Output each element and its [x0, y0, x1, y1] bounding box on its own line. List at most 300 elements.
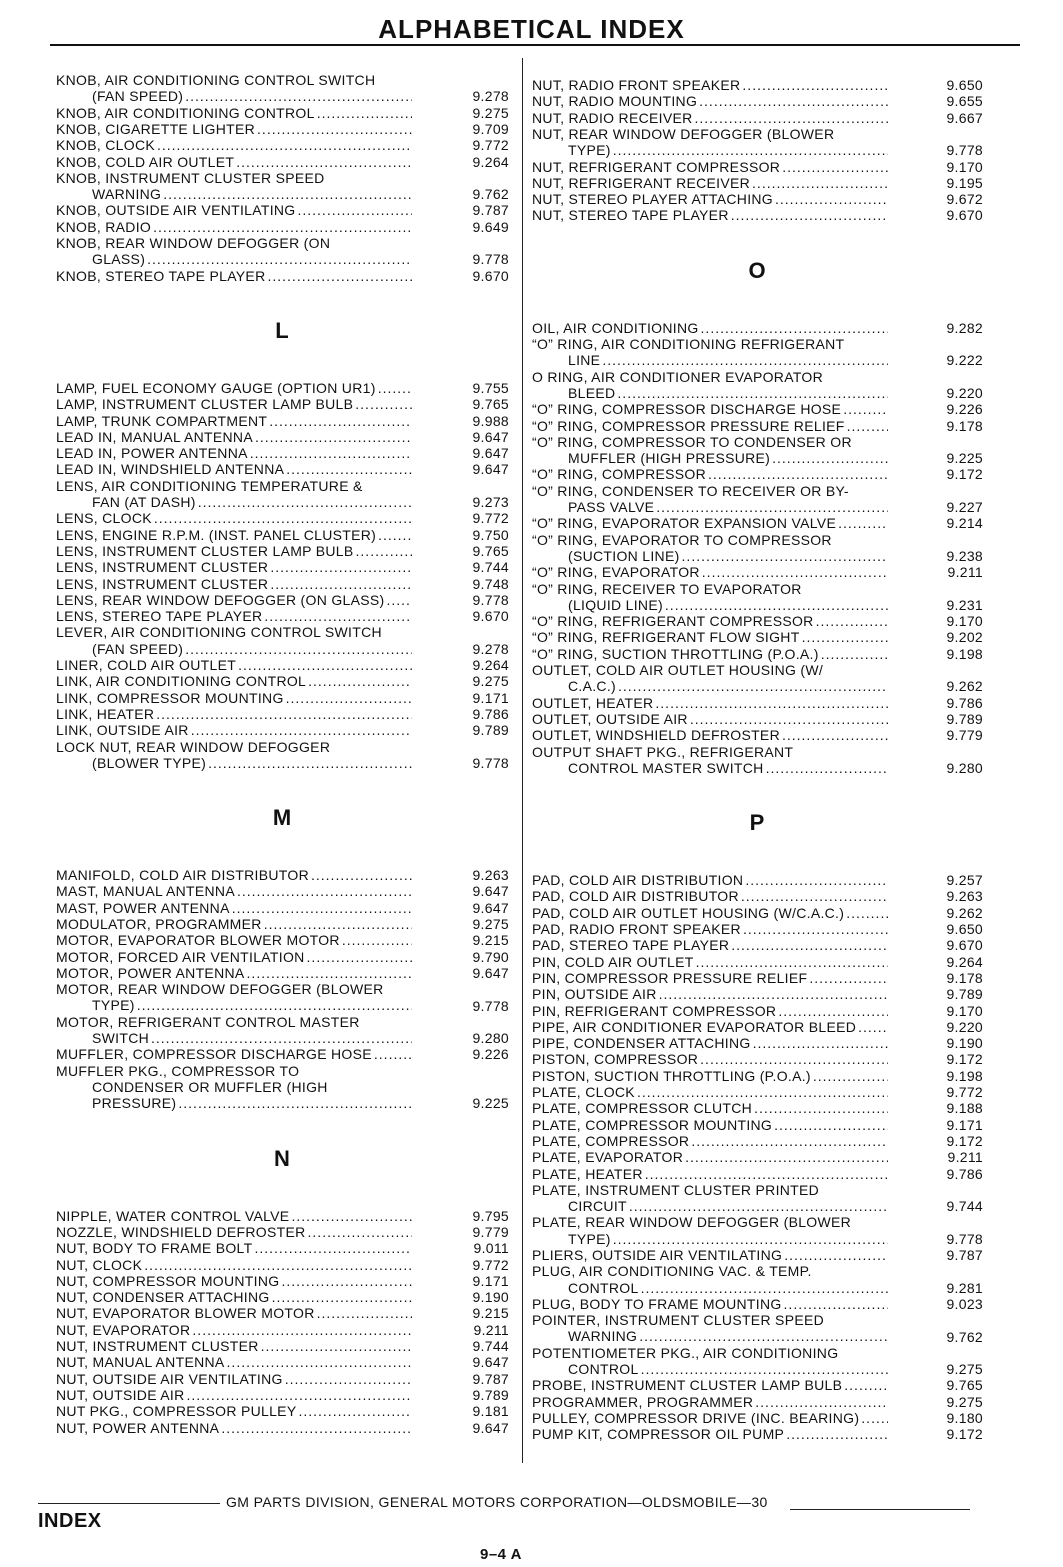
dot-leader — [178, 1095, 412, 1111]
entry-page-number: 9.778 — [946, 142, 983, 159]
index-entry — [56, 608, 412, 624]
entry-page-number: 9.195 — [946, 174, 983, 191]
entry-page-number: 9.275 — [472, 916, 509, 932]
entry-text: OUTPUT SHAFT PKG., REFRIGERANT — [532, 743, 794, 760]
entry-page-number: 9.280 — [946, 759, 983, 776]
entry-text: KNOB, STEREO TAPE PLAYER — [56, 267, 266, 284]
entry-page-number: 9.744 — [946, 1198, 983, 1215]
dot-leader — [261, 1338, 412, 1354]
index-entry — [532, 126, 888, 159]
entry-text: MOTOR, REAR WINDOW DEFOGGER (BLOWER — [56, 981, 384, 998]
entry-text: O RING, AIR CONDITIONER EVAPORATOR — [532, 368, 824, 385]
dot-leader — [655, 695, 888, 711]
entry-page-number: 9.795 — [472, 1207, 509, 1224]
entry-page-number: 9.262 — [946, 904, 983, 921]
entry-page-number: 9.172 — [946, 1426, 983, 1443]
index-entry — [56, 1305, 412, 1321]
dot-leader — [227, 1354, 412, 1370]
index-entry — [532, 613, 888, 629]
dot-leader — [297, 202, 412, 218]
entry-text: FAN (AT DASH) — [92, 493, 196, 510]
dot-leader — [270, 559, 412, 575]
entry-page-number: 9.170 — [946, 158, 983, 175]
dot-leader — [285, 1371, 412, 1387]
entry-text: MOTOR, POWER ANTENNA — [56, 964, 245, 981]
index-entry — [532, 1214, 888, 1247]
dot-leader — [264, 916, 412, 932]
dot-leader — [307, 949, 412, 965]
entry-text: “O” RING, COMPRESSOR — [532, 466, 707, 483]
entry-page-number: 9.181 — [472, 1403, 509, 1420]
index-entry — [532, 483, 888, 516]
dot-leader — [645, 1166, 888, 1182]
entry-text: LENS, INSTRUMENT CLUSTER — [56, 559, 269, 576]
dot-leader — [298, 1403, 412, 1419]
dot-leader — [701, 320, 888, 336]
index-entry — [532, 937, 888, 953]
entry-page-number: 9.238 — [946, 547, 983, 564]
dot-leader — [250, 445, 412, 461]
footer-rule-left — [38, 1503, 220, 1504]
index-entry — [532, 1051, 888, 1067]
entry-text: TYPE) — [568, 142, 611, 159]
index-entry — [56, 527, 412, 543]
dot-leader — [778, 1003, 888, 1019]
entry-page-number: 9.198 — [946, 1067, 983, 1084]
index-entry — [532, 1247, 888, 1263]
entry-text: LOCK NUT, REAR WINDOW DEFOGGER — [56, 738, 331, 755]
dot-leader — [236, 154, 412, 170]
entry-page-number: 9.280 — [472, 1030, 509, 1047]
entry-page-number: 9.227 — [946, 499, 983, 515]
entry-text: KNOB, CLOCK — [56, 137, 155, 154]
entry-page-number: 9.171 — [946, 1116, 983, 1133]
entry-text: MUFFLER, COMPRESSOR DISCHARGE HOSE — [56, 1046, 372, 1063]
entry-text: NUT, STEREO TAPE PLAYER — [532, 207, 729, 224]
entry-text: PLATE, COMPRESSOR MOUNTING — [532, 1116, 773, 1133]
dot-leader — [695, 110, 889, 126]
index-entry — [532, 662, 888, 695]
dot-leader — [232, 900, 412, 916]
entry-page-number: 9.750 — [472, 526, 509, 543]
entry-page-number: 9.772 — [472, 137, 509, 154]
entry-page-number: 9.202 — [946, 629, 983, 646]
dot-leader — [846, 905, 888, 921]
index-entry — [56, 690, 412, 706]
index-entry — [532, 872, 888, 888]
dot-leader — [286, 461, 412, 477]
entry-page-number: 9.647 — [472, 1419, 509, 1436]
entry-page-number: 9.778 — [472, 754, 509, 771]
entry-text: (FAN SPEED) — [92, 640, 184, 657]
entry-page-number: 9.273 — [472, 494, 509, 510]
entry-text: LENS, ENGINE R.P.M. (INST. PANEL CLUSTER) — [56, 526, 377, 543]
entry-text: NUT, OUTSIDE AIR VENTILATING — [56, 1370, 283, 1387]
entry-text: NUT, RADIO RECEIVER — [532, 109, 693, 126]
entry-text: LEAD IN, MANUAL ANTENNA — [56, 428, 253, 445]
dot-leader — [802, 629, 888, 645]
section-letter-o: O — [748, 257, 766, 283]
entry-text: WARNING — [568, 1328, 638, 1345]
dot-leader — [602, 352, 888, 368]
index-entry — [532, 369, 888, 402]
entry-text: KNOB, INSTRUMENT CLUSTER SPEED — [56, 169, 325, 186]
index-entry — [532, 905, 888, 921]
dot-leader — [267, 268, 412, 284]
entry-page-number: 9.786 — [946, 694, 983, 711]
entry-text: NUT, REFRIGERANT RECEIVER — [532, 174, 751, 191]
entry-page-number: 9.264 — [472, 657, 509, 673]
entry-page-number: 9.647 — [472, 899, 509, 916]
entry-text: LEVER, AIR CONDITIONING CONTROL SWITCH — [56, 624, 382, 641]
entry-page-number: 9.655 — [946, 93, 983, 110]
entry-page-number: 9.225 — [472, 1095, 509, 1112]
dot-leader — [699, 93, 888, 109]
dot-leader — [186, 1387, 412, 1403]
entry-text: NUT, MANUAL ANTENNA — [56, 1354, 225, 1371]
dot-leader — [766, 760, 888, 776]
index-entry — [56, 72, 412, 105]
entry-page-number: 9.672 — [946, 191, 983, 208]
dot-leader — [153, 219, 412, 235]
entry-text: NUT, REFRIGERANT COMPRESSOR — [532, 158, 781, 175]
entry-page-number: 9.011 — [473, 1240, 509, 1257]
entry-text: LENS, REAR WINDOW DEFOGGER (ON GLASS) — [56, 591, 385, 608]
entry-page-number: 9.670 — [946, 207, 983, 224]
index-entry — [532, 1084, 888, 1100]
entry-text: BLEED — [568, 384, 616, 401]
entry-text: WARNING — [92, 186, 162, 203]
index-entry — [56, 965, 412, 981]
index-entry — [56, 673, 412, 689]
entry-text: PLATE, REAR WINDOW DEFOGGER (BLOWER — [532, 1214, 852, 1231]
entry-text: TYPE) — [92, 997, 135, 1014]
entry-page-number: 9.765 — [472, 396, 509, 413]
entry-page-number: 9.744 — [472, 559, 509, 576]
entry-text: PUMP KIT, COMPRESSOR OIL PUMP — [532, 1426, 785, 1443]
entry-text: LENS, AIR CONDITIONING TEMPERATURE & — [56, 477, 363, 494]
dot-leader — [618, 678, 888, 694]
index-entry — [532, 695, 888, 711]
index-entry — [56, 510, 412, 526]
dot-leader — [185, 641, 412, 657]
entry-text: MOTOR, FORCED AIR VENTILATION — [56, 948, 305, 965]
entry-page-number: 9.172 — [946, 466, 983, 483]
entry-text: PLUG, BODY TO FRAME MOUNTING — [532, 1295, 782, 1312]
entry-text: MAST, MANUAL ANTENNA — [56, 883, 235, 900]
entry-page-number: 9.264 — [946, 953, 983, 970]
index-entry — [56, 170, 412, 203]
entry-text: PULLEY, COMPRESSOR DRIVE (INC. BEARING) — [532, 1410, 860, 1426]
footer-company: GM PARTS DIVISION, GENERAL MOTORS CORPORATION—OLDSMOBILE—30 — [226, 1494, 768, 1510]
index-entry — [532, 970, 888, 986]
dot-leader — [786, 1426, 888, 1442]
entry-text: “O” RING, SUCTION THROTTLING (P.O.A.) — [532, 645, 819, 662]
entry-page-number: 9.211 — [473, 1321, 509, 1338]
dot-leader — [816, 613, 888, 629]
entry-page-number: 9.172 — [946, 1132, 983, 1149]
index-entry — [56, 154, 412, 170]
entry-page-number: 9.787 — [946, 1247, 983, 1263]
index-entry — [56, 429, 412, 445]
entry-page-number: 9.762 — [946, 1328, 983, 1345]
entry-text: LENS, INSTRUMENT CLUSTER LAMP BULB — [56, 542, 354, 559]
entry-page-number: 9.789 — [946, 710, 983, 727]
entry-text: MUFFLER (HIGH PRESSURE) — [568, 450, 771, 467]
entry-text: CONTROL — [568, 1279, 639, 1296]
dot-leader — [255, 429, 412, 445]
dot-leader — [774, 1117, 888, 1133]
entry-text: MOTOR, EVAPORATOR BLOWER MOTOR — [56, 932, 340, 949]
entry-text: PIPE, AIR CONDITIONER EVAPORATOR BLEED — [532, 1018, 857, 1035]
dot-leader — [308, 673, 412, 689]
index-entry — [532, 1149, 888, 1165]
footer-rule-right — [790, 1509, 970, 1510]
entry-text: “O” RING, AIR CONDITIONING REFRIGERANT — [532, 336, 845, 352]
dot-leader — [378, 527, 412, 543]
entry-text: NUT, STEREO PLAYER ATTACHING — [532, 191, 773, 208]
entry-text: NUT, INSTRUMENT CLUSTER — [56, 1338, 259, 1354]
index-entry — [532, 646, 888, 662]
section-letter-p: P — [749, 810, 765, 836]
dot-leader — [386, 592, 412, 608]
dot-leader — [639, 1328, 888, 1344]
index-entry — [56, 1289, 412, 1305]
section-letter-m: M — [272, 805, 292, 831]
entry-page-number: 9.778 — [472, 997, 509, 1014]
index-entry — [56, 900, 412, 916]
index-entry — [532, 110, 888, 126]
entry-page-number: 9.787 — [472, 202, 509, 219]
entry-text: PISTON, COMPRESSOR — [532, 1051, 699, 1068]
entry-page-number: 9.215 — [472, 1305, 509, 1322]
index-entry — [56, 722, 412, 738]
dot-leader — [659, 986, 888, 1002]
entry-text: CONDENSER OR MUFFLER (HIGH — [92, 1078, 328, 1095]
entry-page-number: 9.231 — [946, 596, 983, 613]
entry-page-number: 9.647 — [472, 964, 509, 981]
index-entry — [56, 380, 412, 396]
entry-text: KNOB, AIR CONDITIONING CONTROL — [56, 104, 315, 121]
dot-leader — [858, 1019, 888, 1035]
dot-leader — [731, 207, 888, 223]
entry-page-number: 9.170 — [946, 1002, 983, 1019]
dot-leader — [311, 867, 412, 883]
index-entry — [56, 1371, 412, 1387]
entry-text: LINK, OUTSIDE AIR — [56, 722, 189, 739]
index-entry — [532, 581, 888, 614]
entry-page-number: 9.178 — [946, 417, 983, 434]
entry-text: “O” RING, EVAPORATOR — [532, 564, 700, 581]
entry-page-number: 9.748 — [472, 575, 509, 592]
dot-leader — [355, 396, 412, 412]
entry-page-number: 9.275 — [472, 104, 509, 121]
entry-text: “O” RING, CONDENSER TO RECEIVER OR BY- — [532, 482, 849, 499]
index-entry — [532, 418, 888, 434]
entry-text: PAD, COLD AIR DISTRIBUTION — [532, 872, 744, 889]
entry-text: OUTLET, HEATER — [532, 694, 654, 711]
index-entry — [532, 888, 888, 904]
index-entry — [56, 413, 412, 429]
entry-page-number: 9.789 — [946, 986, 983, 1003]
entry-page-number: 9.262 — [946, 678, 983, 695]
index-entry — [56, 219, 412, 235]
entry-text: LAMP, FUEL ECONOMY GAUGE (OPTION UR1) — [56, 379, 376, 396]
entry-text: KNOB, OUTSIDE AIR VENTILATING — [56, 202, 296, 219]
entry-text: NUT, CLOCK — [56, 1256, 143, 1273]
entry-page-number: 9.778 — [472, 591, 509, 608]
entry-page-number: 9.180 — [946, 1410, 983, 1426]
index-entry — [532, 1296, 888, 1312]
index-entry — [56, 445, 412, 461]
entry-text: KNOB, REAR WINDOW DEFOGGER (ON — [56, 235, 331, 251]
entry-page-number: 9.278 — [472, 640, 509, 657]
entry-text: NUT PKG., COMPRESSOR PULLEY — [56, 1403, 297, 1420]
dot-leader — [137, 997, 412, 1013]
index-entry — [532, 1133, 888, 1149]
dot-leader — [613, 142, 888, 158]
index-entry — [56, 1240, 412, 1256]
index-entry — [532, 434, 888, 467]
index-entry — [532, 921, 888, 937]
dot-leader — [682, 548, 888, 564]
entry-text: CIRCUIT — [568, 1198, 627, 1215]
entry-page-number: 9.789 — [472, 1386, 509, 1403]
entry-page-number: 9.263 — [946, 888, 983, 905]
dot-leader — [641, 1361, 888, 1377]
dot-leader — [754, 1100, 888, 1116]
entry-text: (LIQUID LINE) — [568, 596, 663, 613]
dot-leader — [208, 755, 412, 771]
entry-page-number: 9.171 — [472, 689, 509, 706]
dot-leader — [629, 1198, 888, 1214]
index-entry — [532, 466, 888, 482]
entry-text: PAD, STEREO TAPE PLAYER — [532, 937, 730, 954]
entry-text: MANIFOLD, COLD AIR DISTRIBUTOR — [56, 867, 309, 884]
index-entry — [56, 867, 412, 883]
index-entry — [532, 1377, 888, 1393]
entry-page-number: 9.170 — [946, 613, 983, 630]
footer-page-number: 9–4 A — [480, 1546, 522, 1563]
index-entry — [532, 1035, 888, 1051]
dot-leader — [641, 1280, 888, 1296]
entry-text: PISTON, SUCTION THROTTLING (P.O.A.) — [532, 1067, 811, 1084]
index-entry — [532, 629, 888, 645]
entry-text: PLATE, EVAPORATOR — [532, 1149, 684, 1166]
entry-page-number: 9.787 — [472, 1370, 509, 1387]
entry-text: POINTER, INSTRUMENT CLUSTER SPEED — [532, 1312, 825, 1329]
dot-leader — [272, 1289, 412, 1305]
index-entry — [56, 1208, 412, 1224]
index-entry — [56, 461, 412, 477]
column-divider — [522, 58, 523, 1463]
dot-leader — [731, 937, 888, 953]
entry-page-number: 9.709 — [472, 120, 509, 137]
entry-text: NUT, RADIO MOUNTING — [532, 93, 698, 110]
dot-leader — [847, 418, 888, 434]
index-entry — [532, 77, 888, 93]
index-entry — [532, 1312, 888, 1345]
footer-section: INDEX — [38, 1510, 102, 1532]
index-entry — [56, 1014, 412, 1047]
entry-page-number: 9.790 — [472, 948, 509, 965]
dot-leader — [238, 657, 412, 673]
index-entry — [56, 1257, 412, 1273]
dot-leader — [613, 1231, 888, 1247]
entry-text: NUT, BODY TO FRAME BOLT — [56, 1240, 253, 1257]
entry-text: PIPE, CONDENSER ATTACHING — [532, 1035, 751, 1052]
index-entry — [532, 727, 888, 743]
dot-leader — [269, 413, 412, 429]
entry-page-number: 9.670 — [946, 937, 983, 954]
entry-text: “O” RING, EVAPORATOR EXPANSION VALVE — [532, 515, 837, 532]
entry-text: PLATE, HEATER — [532, 1165, 643, 1182]
entry-text: NUT, EVAPORATOR BLOWER MOTOR — [56, 1305, 315, 1322]
entry-text: CONTROL MASTER SWITCH — [568, 759, 764, 776]
dot-leader — [743, 921, 888, 937]
index-entry — [56, 268, 412, 284]
dot-leader — [198, 494, 412, 510]
entry-text: PLIERS, OUTSIDE AIR VENTILATING — [532, 1247, 783, 1263]
index-entry — [56, 949, 412, 965]
entry-text: PIN, COMPRESSOR PRESSURE RELIEF — [532, 969, 808, 986]
index-entry — [532, 1182, 888, 1215]
entry-page-number: 9.772 — [946, 1084, 983, 1100]
index-entry — [56, 105, 412, 121]
index-entry — [532, 1100, 888, 1116]
entry-text: PLATE, COMPRESSOR CLUTCH — [532, 1100, 753, 1117]
entry-page-number: 9.190 — [946, 1035, 983, 1052]
entry-text: (BLOWER TYPE) — [92, 754, 207, 771]
index-entry — [532, 1068, 888, 1084]
entry-text: LINE — [568, 352, 601, 369]
index-entry — [56, 202, 412, 218]
index-entry — [532, 1166, 888, 1182]
entry-text: LENS, INSTRUMENT CLUSTER — [56, 575, 269, 592]
dot-leader — [257, 121, 412, 137]
dot-leader — [154, 510, 412, 526]
entry-page-number: 9.786 — [472, 705, 509, 722]
entry-page-number: 9.670 — [472, 267, 509, 284]
dot-leader — [147, 251, 412, 267]
dot-leader — [690, 711, 888, 727]
index-entry — [56, 624, 412, 657]
entry-text: KNOB, CIGARETTE LIGHTER — [56, 120, 256, 137]
index-entry — [532, 1117, 888, 1133]
entry-text: KNOB, COLD AIR OUTLET — [56, 153, 235, 170]
entry-text: PLATE, INSTRUMENT CLUSTER PRINTED — [532, 1181, 820, 1198]
dot-leader — [665, 597, 888, 613]
index-entry — [56, 1063, 412, 1112]
entry-page-number: 9.225 — [946, 450, 983, 467]
entry-page-number: 9.263 — [472, 867, 509, 884]
entry-text: “O” RING, COMPRESSOR TO CONDENSER OR — [532, 433, 852, 450]
entry-page-number: 9.765 — [946, 1377, 983, 1394]
dot-leader — [685, 1149, 888, 1165]
index-entry — [56, 1354, 412, 1370]
index-entry — [56, 576, 412, 592]
entry-text: “O” RING, COMPRESSOR DISCHARGE HOSE — [532, 401, 842, 418]
index-entry — [56, 1403, 412, 1419]
entry-text: LENS, CLOCK — [56, 510, 152, 527]
index-entry — [56, 137, 412, 153]
entry-page-number: 9.649 — [472, 218, 509, 235]
entry-page-number: 9.275 — [946, 1393, 983, 1410]
entry-page-number: 9.275 — [472, 673, 509, 690]
dot-leader — [192, 1322, 412, 1338]
index-entry — [56, 235, 412, 268]
entry-page-number: 9.778 — [472, 251, 509, 268]
